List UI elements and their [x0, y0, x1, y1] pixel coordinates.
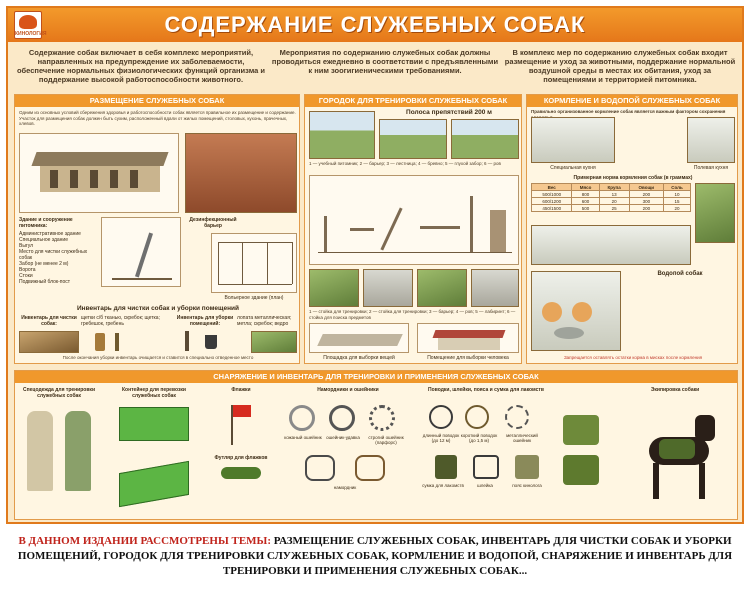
section-equipment: [14, 370, 738, 520]
page-title: СОДЕРЖАНИЕ СЛУЖЕБНЫХ СОБАК: [164, 12, 586, 37]
shovel-icon: [185, 331, 189, 351]
legend-item: Выгул: [19, 243, 34, 249]
treat-bag-icon: [435, 455, 457, 479]
plan-label: Вольерное здание (план): [224, 295, 284, 301]
training-photo-4: [309, 269, 359, 307]
training-caption-b: 1 — стойка для тренировки; 2 — стойка для тренировки; 3 — барьер; 4 — ров; 5 — лабиринт; 6 — стойка для поиска предметов: [309, 309, 516, 320]
table-cell: 450/1500: [532, 205, 572, 212]
harness-icon: [473, 455, 499, 479]
table-cell: 15: [664, 198, 691, 205]
training-photo-5: [363, 269, 413, 307]
item-label: шлейка: [477, 483, 493, 488]
table-header: Вес: [532, 184, 572, 191]
table-cell: 800: [572, 191, 599, 198]
feeding-notes: [619, 119, 683, 161]
ration-table: [531, 183, 691, 212]
inventory-note: После окончания уборки инвентарь очищается и ставится в специально отведенное место: [62, 355, 254, 360]
training-caption-a: 1 — учебный питомник; 2 — барьер; 3 — лестница; 4 — бревно; 5 — глухой забор; 6 — ров: [309, 161, 501, 166]
water-notes: [625, 281, 735, 351]
water-label: Водопой собак: [657, 271, 703, 277]
group-dog-gear: Экипировка собаки: [650, 387, 700, 393]
collar-icon: [289, 405, 315, 431]
belt-icon: [515, 455, 539, 479]
inventory-right-items: лопата металлическая; метла; скребок; ведро: [237, 315, 292, 327]
training-photo-2: [379, 119, 447, 159]
leather-muzzle-icon: [355, 455, 385, 481]
table-header: Овощи: [629, 184, 663, 191]
table-cell: 20: [599, 198, 629, 205]
shelter-label: Помещение для выборки человека: [427, 355, 509, 361]
legend-item: Административное здание: [19, 231, 81, 237]
long-leash-icon: [429, 405, 453, 429]
table-cell: 500: [572, 205, 599, 212]
table-cell: 10: [664, 191, 691, 198]
intro-text-3: В комплекс мер по содержанию служебных собак входит размещение и уход за животными, поддержание нормальной воздушной среды в местах их обитания, уход за помещениями и территорией питомника.: [504, 48, 736, 84]
item-label: сумка для лакомств: [422, 483, 464, 488]
inventory-left-items: щетки с/б тканью, скребок; щетка; гребешок, гребень: [81, 315, 160, 327]
table-cell: 13: [599, 191, 629, 198]
item-label: строгий ошейник (парфорс): [368, 435, 404, 445]
field-kitchen-photo: [687, 117, 735, 163]
caption-topics: РАЗМЕЩЕНИЕ СЛУЖЕБНЫХ СОБАК, ИНВЕНТАРЬ ДЛЯ ЧИСТКИ СОБАК И УБОРКИ ПОМЕЩЕНИЙ, ГОРОДОК ДЛЯ ТРЕНИРОВКИ СЛУЖЕБНЫХ СОБАК, КОРМЛЕНИЕ И ВОДОПОЙ, СНАРЯЖЕНИЕ И ИНВЕНТАРЬ ДЛЯ ТРЕНИРОВКИ И ПРИМЕНЕНИЯ СЛУЖЕБНЫХ СОБАК...: [17, 535, 733, 577]
prepared-food-photo: [531, 225, 691, 265]
section-feeding-heading: КОРМЛЕНИЕ И ВОДОПОЙ СЛУЖЕБНЫХ СОБАК: [527, 95, 737, 107]
title-bar: [8, 8, 742, 42]
section-placement-heading: РАЗМЕЩЕНИЕ СЛУЖЕБНЫХ СОБАК: [15, 95, 299, 107]
platform-drawing: [309, 323, 409, 353]
table-row: [532, 205, 691, 212]
training-photo-7: [471, 269, 519, 307]
flag-case-icon: [221, 467, 261, 479]
section-training-heading: ГОРОДОК ДЛЯ ТРЕНИРОВКИ СЛУЖЕБНЫХ СОБАК: [305, 95, 521, 107]
brush-icon: [95, 333, 105, 351]
placement-body: Одним из основных условий сбережения здоровья и работоспособности собак является правильное их размещение и содержание. Участок для размещения собак должен быть сухим, расположенный вдали от жилых помещений, столовых, кухонь, прачечных, хлевов.: [19, 110, 296, 126]
cleaning-photo: [251, 331, 297, 353]
group-flag-case: Футляр для флажков: [214, 455, 268, 461]
section-placement: [14, 94, 300, 364]
caption-lead: В ДАННОМ ИЗДАНИИ РАССМОТРЕНЫ ТЕМЫ:: [18, 535, 272, 547]
comb-icon: [115, 333, 119, 351]
inventory-right-title: Инвентарь для уборки помещений:: [176, 315, 234, 327]
kitchen-label: Специальная кухня: [550, 165, 596, 171]
item-label: короткий поводок (до 1,5 м): [460, 433, 498, 443]
feeding-body: Правильно организованное кормление собак является важным фактором сохранения: [531, 109, 726, 114]
training-photo-6: [417, 269, 467, 307]
bowls-photo: [531, 271, 621, 351]
item-label: металлический ошейник: [506, 433, 538, 443]
dog-container-icon: [119, 407, 189, 441]
group-container: Контейнер для перевозки служебных собак: [121, 387, 187, 399]
obstacle-course-drawing: [309, 175, 519, 265]
camo-vest-icon: [563, 415, 599, 445]
ration-table-caption: Примерная норма кормления собак (в граммах): [573, 175, 693, 181]
floor-plan-drawing: [211, 233, 297, 293]
obstacle-strip-label: Полоса препятствий 200 м: [406, 109, 492, 116]
kennel-drawing: [19, 133, 179, 213]
item-label: ошейник-удавка: [326, 435, 360, 440]
table-header: Мясо: [572, 184, 599, 191]
legend-item: Подвижный блок-пост: [19, 279, 71, 285]
training-suit-icon: [27, 411, 53, 491]
barrier-label: Дезинфекционный барьер: [189, 217, 237, 229]
intro-text-1: Содержание собак включает в себя комплекс мероприятий, направленных на предупреждение их заболеваемости, обеспечение нормальных физиологических функций организма и поддержание высокой работоспособности животного.: [16, 48, 266, 84]
group-clothing: Спецодежда для тренировки служебных собак: [22, 387, 96, 399]
camo-suit-icon: [65, 411, 91, 491]
legend-item: Ворота: [19, 267, 36, 273]
feed-bag-photo: [695, 183, 735, 243]
shelter-drawing: [417, 323, 519, 353]
legend-item: Место для чистки служебных собак: [19, 249, 88, 261]
inventory-heading: Инвентарь для чистки собак и уборки помещений: [76, 305, 240, 312]
table-cell: 500/1000: [532, 191, 572, 198]
training-photo-1: [309, 111, 375, 159]
table-cell: 200: [629, 205, 663, 212]
legend-item: Специальное здание: [19, 237, 68, 243]
table-cell: 300: [629, 198, 663, 205]
table-cell: 25: [599, 205, 629, 212]
legend-item: Забор (не менее 2 м): [19, 261, 69, 267]
muzzle-icon: [305, 455, 335, 481]
topics-caption: [0, 534, 750, 579]
kennel-building-photo: [185, 133, 297, 213]
bucket-icon: [205, 335, 217, 349]
group-leashes: Поводки, шлейки, пояса и сумка для лакомств: [428, 387, 544, 393]
choke-collar-icon: [329, 405, 355, 431]
kitchen-photo: [531, 117, 615, 163]
section-feeding: [526, 94, 738, 364]
camo-cover-icon: [563, 455, 599, 485]
item-label: пояс кинолога: [512, 483, 542, 488]
logo-text: КИНОЛОГИЯ: [15, 31, 47, 37]
doberman-icon: [629, 407, 725, 507]
group-flags: Флажки: [231, 387, 251, 393]
intro-text-2: Мероприятия по содержанию служебных собак должны проводиться ежедневно в соответствии с предъявленными к ним зоогигиеническими требованиями.: [271, 48, 499, 75]
group-collars: Намордники и ошейники: [317, 387, 379, 393]
table-row: [532, 198, 691, 205]
poster: [6, 6, 744, 524]
grooming-photo: [19, 331, 79, 353]
item-label: длинный поводок (до 12 м): [422, 433, 460, 443]
prong-collar-icon: [369, 405, 395, 431]
metal-collar-icon: [505, 405, 529, 429]
platform-label: Площадка для выборки вещей: [323, 355, 395, 361]
field-kitchen-label: Полевая кухня: [693, 165, 729, 171]
table-header: Соль: [664, 184, 691, 191]
table-cell: 20: [664, 205, 691, 212]
dog-container-open-icon: [119, 461, 189, 507]
feeding-footnote: Запрещается оставлять остатки корма в мисках после кормления: [563, 355, 703, 360]
inventory-left-title: Инвентарь для чистки собак:: [21, 315, 77, 327]
item-label: кожаный ошейник: [284, 435, 322, 440]
table-cell: 600: [572, 198, 599, 205]
short-leash-icon: [465, 405, 489, 429]
section-equipment-heading: СНАРЯЖЕНИЕ И ИНВЕНТАРЬ ДЛЯ ТРЕНИРОВКИ И ПРИМЕНЕНИЯ СЛУЖЕБНЫХ СОБАК: [15, 371, 737, 383]
item-label: намордник: [333, 485, 357, 490]
barrier-drawing: [101, 217, 181, 287]
table-cell: 200: [629, 191, 663, 198]
training-photo-3: [451, 119, 519, 159]
section-training-ground: [304, 94, 522, 364]
table-header: Крупа: [599, 184, 629, 191]
legend-list: [19, 231, 99, 285]
legend-item: Стоки: [19, 273, 33, 279]
table-row: [532, 191, 691, 198]
red-flag-icon: [233, 405, 251, 417]
legend-title: Здание и сооружение питомника:: [19, 217, 73, 229]
table-cell: 600/1200: [532, 198, 572, 205]
